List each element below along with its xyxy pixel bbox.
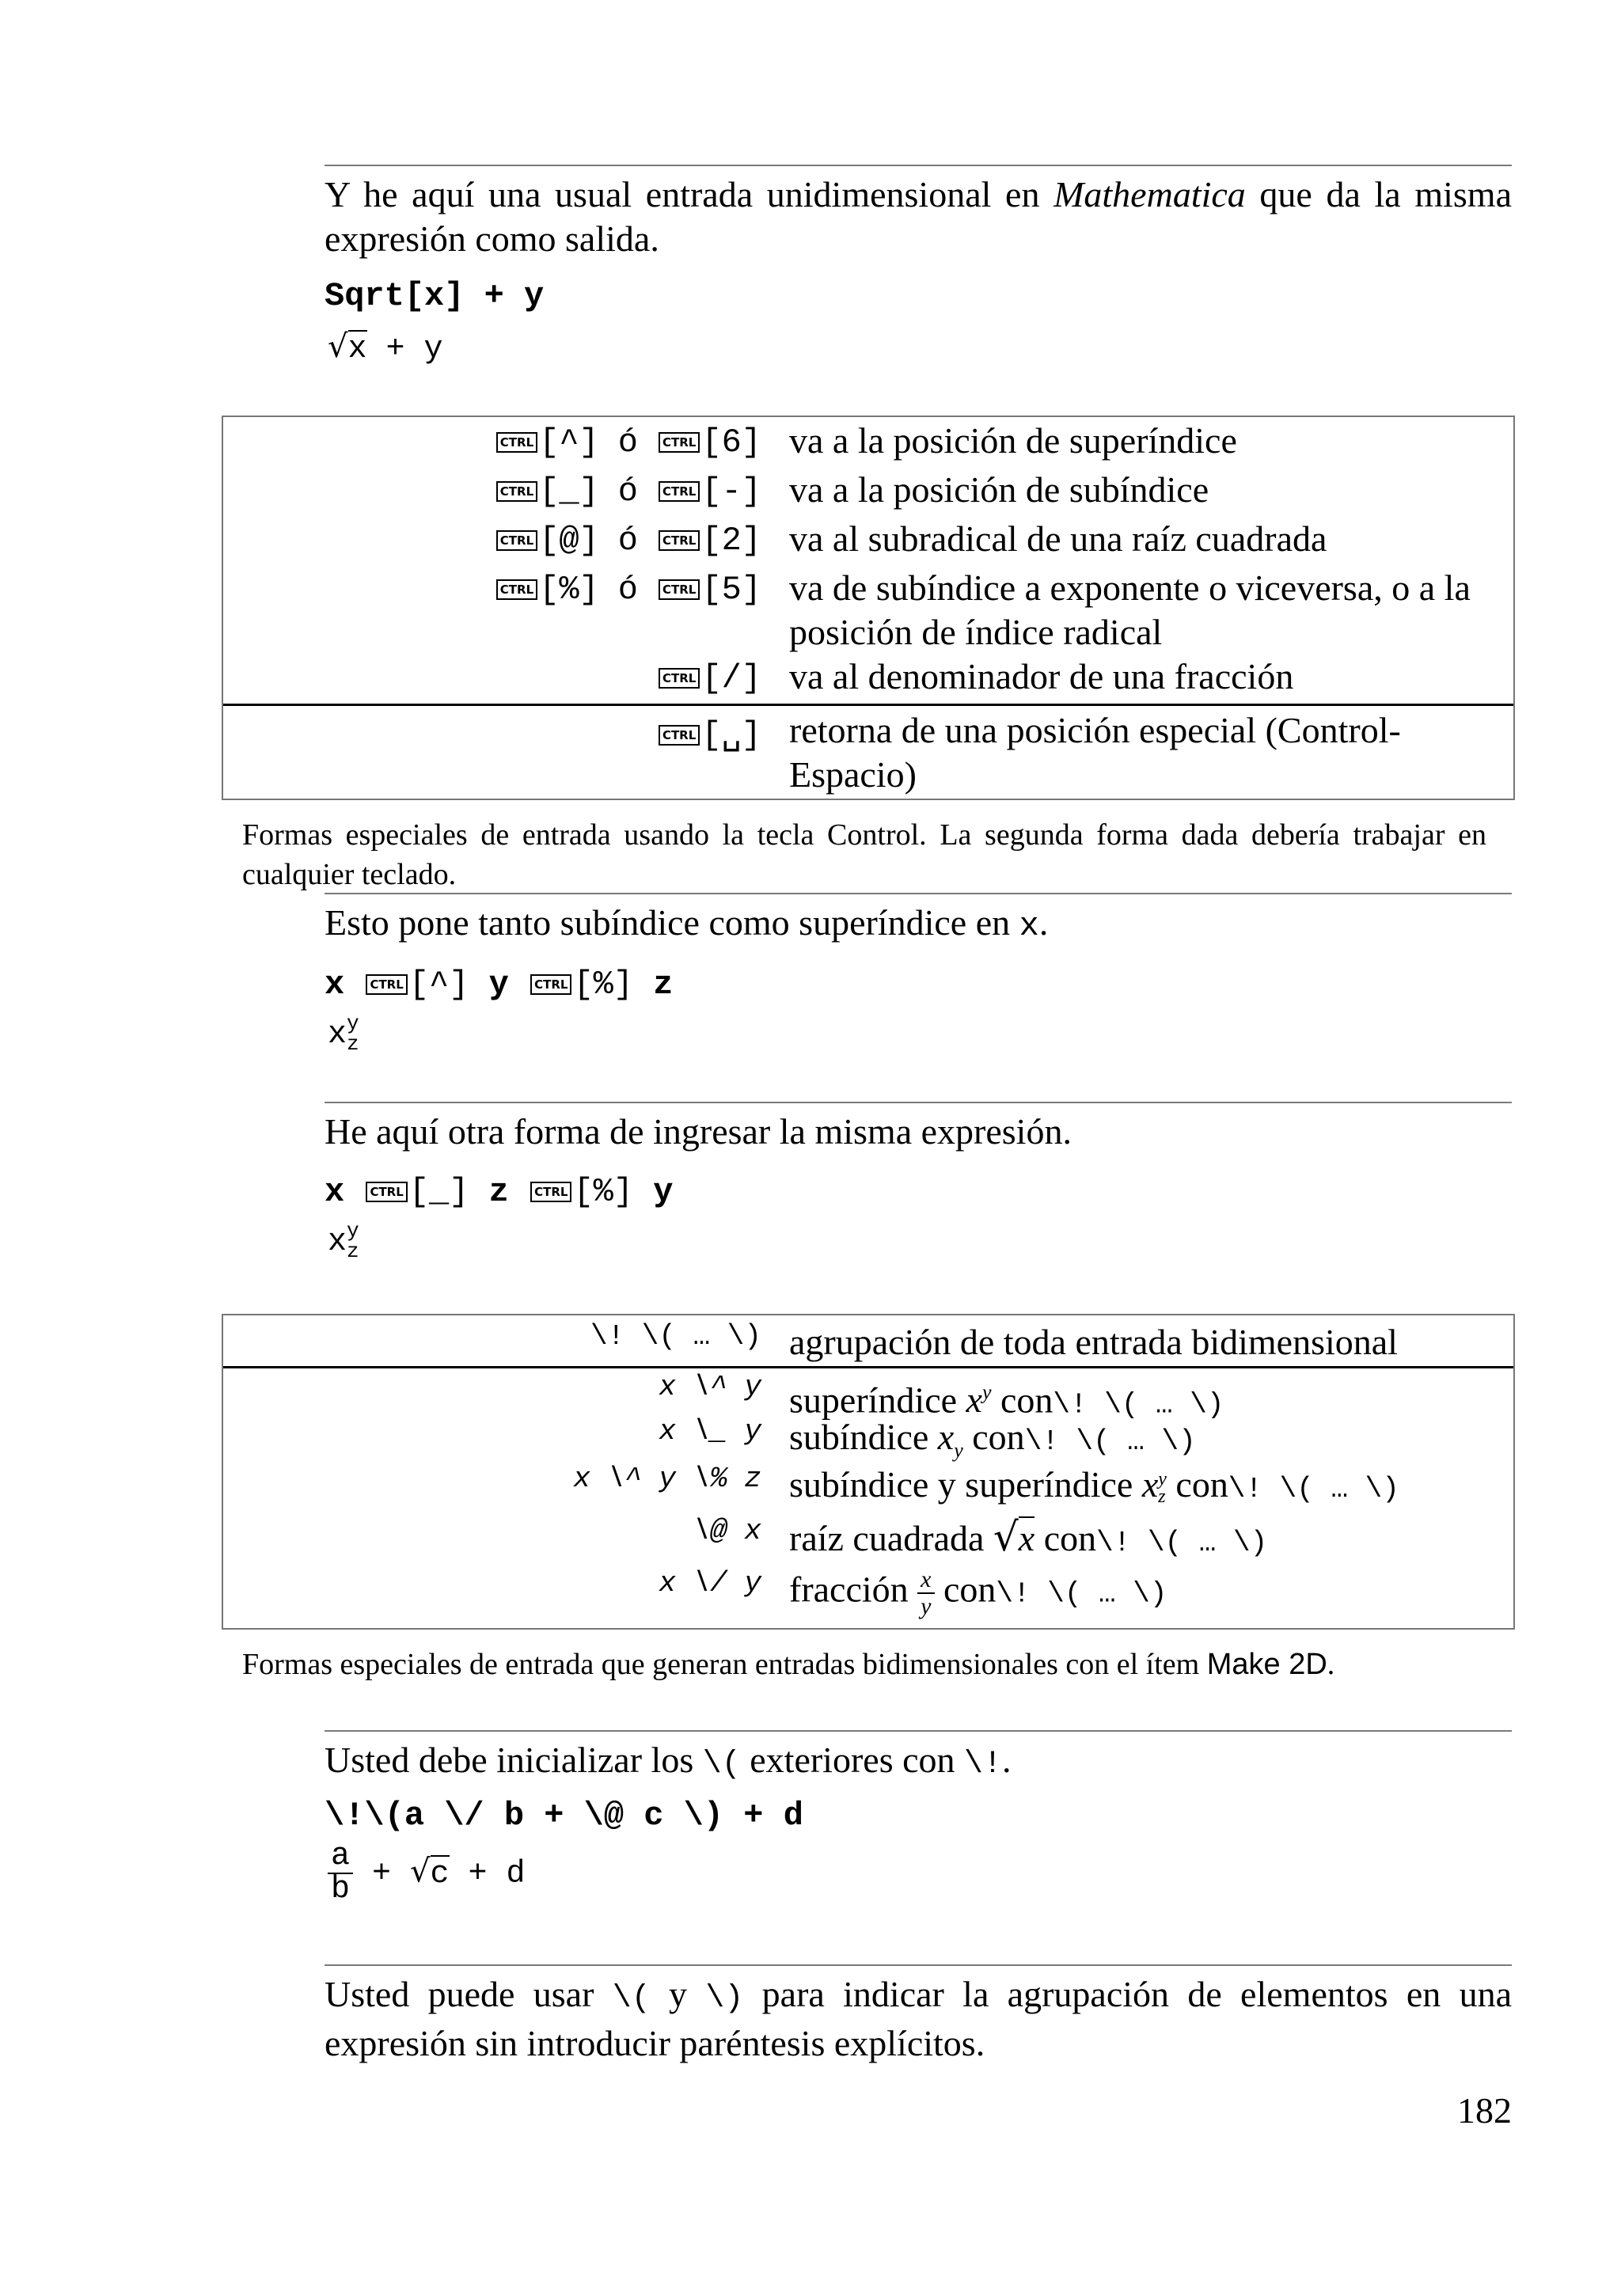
output-cell: √x + y xyxy=(328,328,443,367)
table-separator xyxy=(223,1366,1513,1368)
table-caption: Formas especiales de entrada que generan entradas bidimensionales con el ítem Make 2D. xyxy=(242,1648,1335,1681)
section-divider xyxy=(325,893,1512,894)
table-row: x \^ y \% z subíndice y superíndice x y z con\! \( … \) xyxy=(573,1463,1399,1508)
output-cell: x y z xyxy=(328,1219,359,1264)
table-row: x \_ y subíndice $x_y$ con\! \( … \) xyxy=(659,1415,1196,1463)
table-row: x \/ y fracción $\frac{x}{y}$ con\! \( … \) xyxy=(659,1566,1167,1619)
paragraph: He aquí otra forma de ingresar la misma expresión. xyxy=(325,1111,1072,1152)
table-caption: Formas especiales de entrada usando la tecla Control. La segunda forma dada debería trabajar en cualquier teclado. xyxy=(242,818,1486,891)
two-dimensional-input-table xyxy=(222,1314,1515,1630)
table-header-row: \! \( … \) agrupación de toda entrada bidimensional xyxy=(590,1320,1398,1362)
input-cell: x CTRL [^] y CTRL [%] z xyxy=(325,966,674,1004)
output-cell: x y z xyxy=(328,1011,359,1057)
sqrt-symbol: √ xyxy=(328,328,348,365)
table-row: x \^ y superíndice $x^y$ con\! \( … \) xyxy=(659,1371,1224,1421)
table-row: CTRL [␣] retorna de una posición especial (Control-Espacio) xyxy=(223,707,1513,795)
section-divider xyxy=(325,1730,1512,1732)
sqrt-symbol: √ xyxy=(410,1853,431,1890)
input-cell: \!\(a \/ b + \@ c \) + d xyxy=(325,1797,803,1835)
input-cell: Sqrt[x] + y xyxy=(325,277,545,315)
paragraph: Esto pone tanto subíndice como superíndice en x. xyxy=(325,902,1049,945)
table-row: CTRL [^] ó CTRL [6] va a la posición de superíndice xyxy=(223,417,1513,465)
section-divider xyxy=(325,165,1512,166)
control-keys-table xyxy=(222,416,1515,800)
table-row: CTRL [@] ó CTRL [2] va al subradical de una raíz cuadrada xyxy=(223,515,1513,563)
table-row: CTRL [/] va al denominador de una fracción xyxy=(223,653,1513,700)
output-cell: $\frac{a}{b}$ + √c + d xyxy=(328,1841,526,1906)
paragraph: Usted puede usar \( y \) para indicar la agrupación de elementos en una expresión sin introducir paréntesis explícitos. xyxy=(325,1974,1513,2063)
input-cell: x CTRL [_] z CTRL [%] y xyxy=(325,1173,674,1211)
section-divider xyxy=(325,1964,1512,1966)
paragraph: Usted debe inicializar los \( exteriores con \!. xyxy=(325,1740,1012,1782)
section-divider xyxy=(325,1102,1512,1103)
table-separator xyxy=(223,704,1513,706)
table-row: CTRL [%] ó CTRL [5] va de subíndice a exponente o viceversa, o a la posición de índice radical xyxy=(223,564,1513,653)
paragraph: Y he aquí una usual entrada unidimensional en Mathematica que da la misma expresión como salida. xyxy=(325,174,1512,259)
table-row: \@ x raíz cuadrada √x con\! \( … \) xyxy=(693,1514,1268,1560)
page-number: 182 xyxy=(1457,2090,1512,2131)
table-row: CTRL [_] ó CTRL [-] va a la posición de subíndice xyxy=(223,466,1513,514)
sqrt-symbol: √ xyxy=(993,1514,1019,1560)
